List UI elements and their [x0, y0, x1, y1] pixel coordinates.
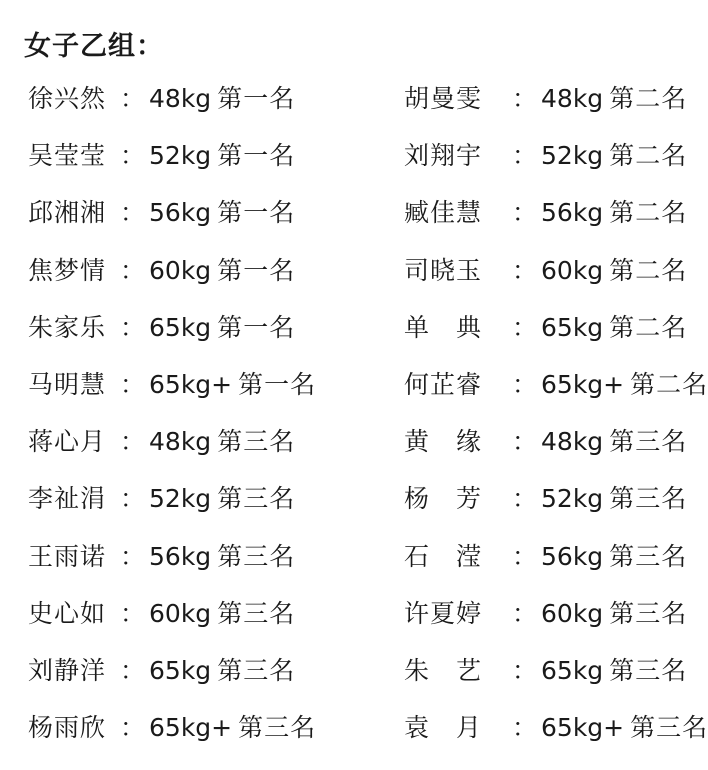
athlete-name: 吴莹莹	[28, 141, 107, 171]
weight-class: 60kg	[541, 255, 604, 285]
separator: ：	[120, 655, 146, 685]
placement: 第三名	[609, 598, 688, 628]
athlete-name: 黄 缘	[404, 427, 483, 457]
separator: ：	[120, 427, 146, 457]
placement: 第一名	[217, 198, 296, 228]
placement: 第一名	[217, 84, 296, 113]
athlete-name: 许夏婷	[404, 598, 483, 628]
result-row	[28, 413, 316, 470]
result-row	[28, 70, 316, 127]
weight-class: 52kg	[149, 484, 212, 514]
result-row	[404, 413, 708, 470]
athlete-name: 朱 艺	[404, 655, 483, 685]
separator: ：	[512, 427, 538, 457]
separator: ：	[120, 713, 146, 743]
weight-class: 65kg	[149, 655, 212, 685]
result-row	[28, 528, 316, 585]
athlete-name: 胡曼雯	[404, 84, 483, 113]
weight-class: 52kg	[149, 141, 212, 171]
result-row	[28, 470, 316, 527]
athlete-name: 臧佳慧	[404, 198, 483, 228]
athlete-name: 何芷睿	[404, 369, 483, 399]
placement: 第一名	[238, 369, 317, 399]
placement: 第三名	[238, 713, 317, 743]
athlete-name: 朱家乐	[28, 312, 107, 342]
athlete-name: 刘翔宇	[404, 141, 483, 171]
athlete-name: 司晓玉	[404, 255, 483, 285]
result-row	[404, 470, 708, 527]
weight-class: 65kg	[541, 312, 604, 342]
athlete-name: 焦梦情	[28, 255, 107, 285]
placement: 第二名	[609, 141, 688, 171]
placement: 第二名	[630, 369, 708, 399]
athlete-name: 王雨诺	[28, 541, 107, 571]
separator: ：	[512, 484, 538, 514]
separator: ：	[120, 369, 146, 399]
weight-class: 56kg	[149, 198, 212, 228]
placement: 第一名	[217, 312, 296, 342]
athlete-name: 杨雨欣	[28, 713, 107, 743]
placement: 第一名	[217, 255, 296, 285]
separator: ：	[120, 84, 146, 113]
athlete-name: 单 典	[404, 312, 483, 342]
weight-class: 48kg	[541, 427, 604, 457]
weight-class: 65kg+	[149, 713, 233, 743]
weight-class: 60kg	[149, 255, 212, 285]
result-row	[28, 642, 316, 699]
result-row	[404, 642, 708, 699]
separator: ：	[120, 312, 146, 342]
placement: 第三名	[217, 598, 296, 628]
right-results-column	[404, 70, 708, 756]
separator: ：	[512, 655, 538, 685]
placement: 第三名	[217, 541, 296, 571]
weight-class: 60kg	[541, 598, 604, 628]
weight-class: 56kg	[541, 198, 604, 228]
placement: 第三名	[217, 655, 296, 685]
separator: ：	[120, 598, 146, 628]
placement: 第二名	[609, 198, 688, 228]
placement: 第三名	[609, 484, 688, 514]
athlete-name: 马明慧	[28, 369, 107, 399]
athlete-name: 李祉涓	[28, 484, 107, 514]
athlete-name: 杨 芳	[404, 484, 483, 514]
weight-class: 56kg	[149, 541, 212, 571]
result-row	[28, 585, 316, 642]
separator: ：	[120, 541, 146, 571]
athlete-name: 刘静洋	[28, 655, 107, 685]
result-row	[28, 242, 316, 299]
separator: ：	[512, 541, 538, 571]
weight-class: 52kg	[541, 141, 604, 171]
weight-class: 48kg	[541, 84, 604, 113]
separator: ：	[512, 141, 538, 171]
result-row	[28, 299, 316, 356]
weight-class: 65kg+	[541, 369, 625, 399]
separator: ：	[512, 312, 538, 342]
athlete-name: 石 滢	[404, 541, 483, 571]
placement: 第二名	[609, 255, 688, 285]
result-row	[404, 699, 708, 756]
result-row	[404, 356, 708, 413]
separator: ：	[512, 598, 538, 628]
weight-class: 65kg+	[541, 713, 625, 743]
weight-class: 60kg	[149, 598, 212, 628]
result-row	[404, 127, 708, 184]
athlete-name: 袁 月	[404, 713, 483, 743]
separator: ：	[512, 84, 538, 113]
placement: 第三名	[630, 713, 708, 743]
weight-class: 65kg+	[149, 369, 233, 399]
separator: ：	[512, 255, 538, 285]
result-row	[404, 70, 708, 127]
result-row	[28, 184, 316, 241]
result-row	[404, 585, 708, 642]
weight-class: 56kg	[541, 541, 604, 571]
result-row	[404, 184, 708, 241]
placement: 第一名	[217, 141, 296, 171]
left-results-column	[28, 70, 316, 756]
placement: 第三名	[217, 427, 296, 457]
athlete-name: 邱湘湘	[28, 198, 107, 228]
group-heading: 女子乙组：	[24, 31, 164, 62]
placement: 第二名	[609, 312, 688, 342]
athlete-name: 徐兴然	[28, 84, 107, 113]
placement: 第三名	[609, 541, 688, 571]
weight-class: 52kg	[541, 484, 604, 514]
separator: ：	[512, 369, 538, 399]
separator: ：	[512, 198, 538, 228]
placement: 第三名	[609, 427, 688, 457]
placement: 第三名	[217, 484, 296, 514]
result-row	[28, 699, 316, 756]
weight-class: 65kg	[541, 655, 604, 685]
weight-class: 65kg	[149, 312, 212, 342]
separator: ：	[120, 141, 146, 171]
result-row	[28, 127, 316, 184]
result-row	[404, 242, 708, 299]
result-row	[404, 528, 708, 585]
athlete-name: 史心如	[28, 598, 107, 628]
weight-class: 48kg	[149, 84, 212, 113]
placement: 第三名	[609, 655, 688, 685]
separator: ：	[120, 484, 146, 514]
separator: ：	[120, 198, 146, 228]
athlete-name: 蒋心月	[28, 427, 107, 457]
weight-class: 48kg	[149, 427, 212, 457]
separator: ：	[120, 255, 146, 285]
result-row	[404, 299, 708, 356]
placement: 第二名	[609, 84, 688, 113]
result-row	[28, 356, 316, 413]
separator: ：	[512, 713, 538, 743]
